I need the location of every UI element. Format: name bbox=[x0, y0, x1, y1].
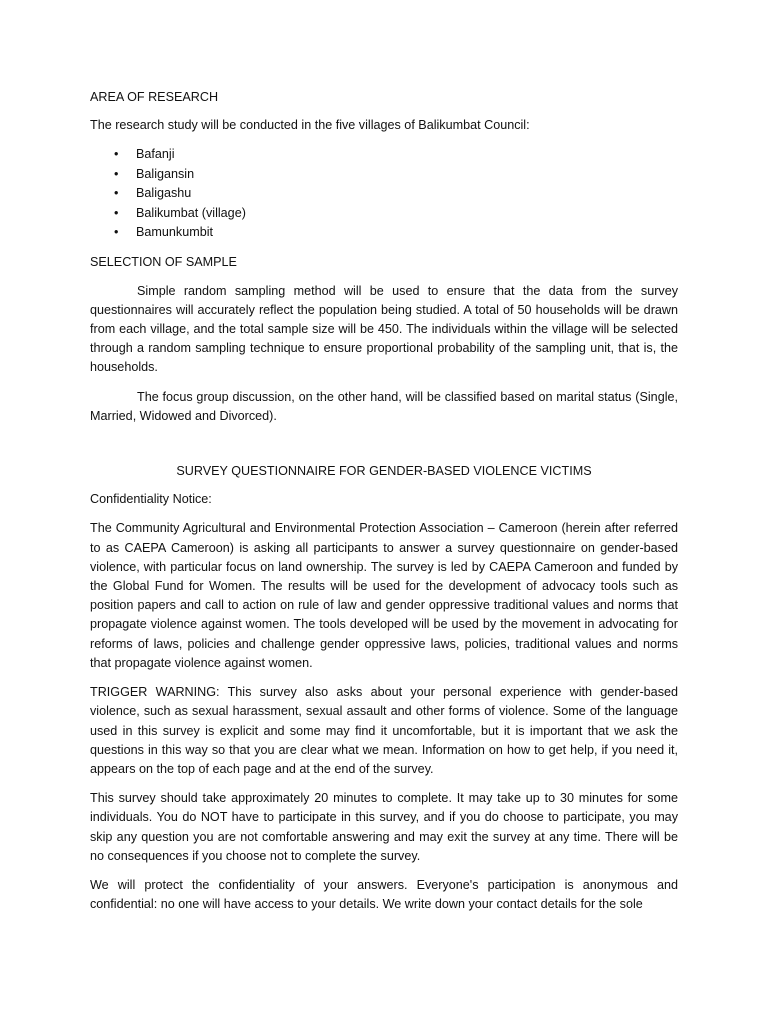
confidentiality-paragraph: We will protect the confidentiality of your answers. Everyone's participation is anonymous and confidential: no one will have access to your details. We write down your contact details for the sole bbox=[90, 877, 678, 912]
bullet-icon: • bbox=[114, 186, 119, 201]
trigger-warning-paragraph: TRIGGER WARNING: This survey also asks about your personal experience with gender-based violence, such as sexual harassment, sexual assault and other forms of violence. Some of the language used in this survey is explicit and some may find it uncomfortable, but it is important that we ask the questions in this way so that you are clear what we mean. Information on how to get help, if you need it, appears on the top of each page and at the end of the survey. bbox=[90, 685, 678, 776]
section-spacer bbox=[90, 436, 678, 462]
survey-title: SURVEY QUESTIONNAIRE FOR GENDER-BASED VIOLENCE VICTIMS bbox=[176, 464, 592, 479]
village-list bbox=[90, 145, 678, 242]
list-item bbox=[114, 145, 678, 164]
list-item bbox=[114, 184, 678, 203]
village-name: Baligashu bbox=[136, 186, 192, 201]
bullet-icon: • bbox=[114, 225, 119, 240]
village-name: Balikumbat (village) bbox=[136, 205, 246, 220]
sampling-method-paragraph: Simple random sampling method will be used to ensure that the data from the survey questionnaires will accurately reflect the population being studied. A total of 50 households will be drawn from each village, and the total sample size will be 450. The individuals within the village will be selected through a random sampling technique to ensure proportional probability of the sampling unit, that is, the households. bbox=[90, 283, 678, 375]
village-name: Bamunkumbit bbox=[136, 225, 213, 240]
selection-of-sample-heading: SELECTION OF SAMPLE bbox=[90, 255, 237, 270]
focus-group-paragraph: The focus group discussion, on the other hand, will be classified based on marital status (Single, Married, Widowed and Divorced). bbox=[90, 389, 678, 423]
bullet-icon: • bbox=[114, 147, 119, 162]
village-name: Bafanji bbox=[136, 147, 175, 162]
confidentiality-label: Confidentiality Notice: bbox=[90, 492, 212, 507]
document-page bbox=[90, 88, 678, 924]
bullet-icon: • bbox=[114, 166, 119, 181]
village-name: Baligansin bbox=[136, 166, 195, 181]
duration-paragraph: This survey should take approximately 20 minutes to complete. It may take up to 30 minutes for some individuals. You do NOT have to participate in this survey, and if you do choose to participate, you may skip any question you are not comfortable answering and may exit the survey at any time. There will be no consequences if you choose not to complete the survey. bbox=[90, 791, 678, 863]
area-of-research-heading: AREA OF RESEARCH bbox=[90, 90, 219, 104]
survey-intro-paragraph: The Community Agricultural and Environmental Protection Association – Cameroon (herein after referred to as CAEPA Cameroon) is asking all participants to answer a survey questionnaire on gender-based violence, with particular focus on land ownership. The survey is led by CAEPA Cameroon and funded by the Global Fund for Women. The results will be used for the development of advocacy tools such as position papers and call to action on rule of law and gender oppressive traditional values and norms that propagate violence against women. The tools developed will be used by the movement in advocating for reforms of laws, policies and challenge gender oppressive laws, policies, traditional values and norms that propagate violence against women. bbox=[90, 521, 678, 670]
list-item bbox=[114, 165, 678, 184]
bullet-icon: • bbox=[114, 205, 119, 220]
area-of-research-intro: The research study will be conducted in the five villages of Balikumbat Council: bbox=[90, 118, 530, 133]
list-item bbox=[114, 204, 678, 223]
list-item bbox=[114, 223, 678, 242]
